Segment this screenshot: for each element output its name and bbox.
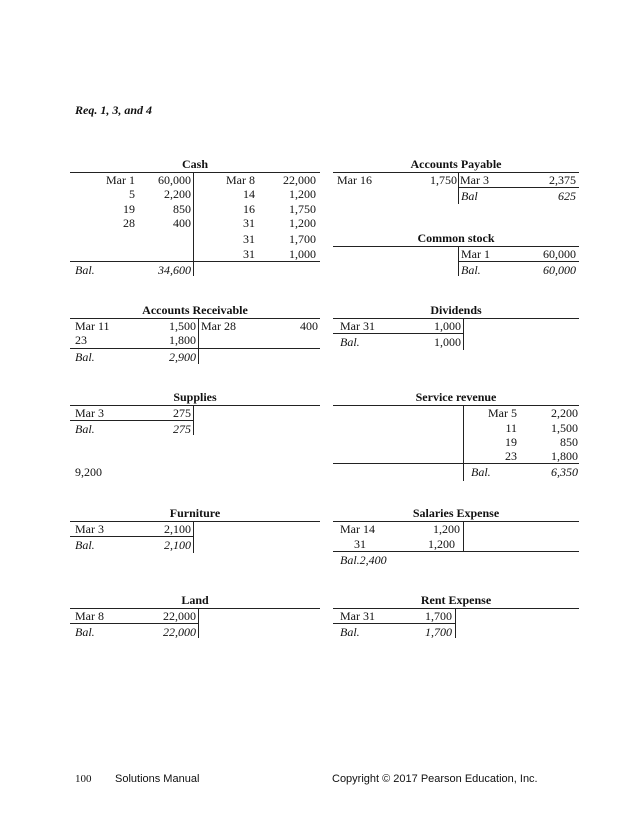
debit-date: 5 xyxy=(129,187,135,201)
account-title: Accounts Payable xyxy=(410,157,502,171)
balance-value: 2,900 xyxy=(169,350,196,364)
debit-date: 28 xyxy=(123,216,135,230)
t-account-balance-line xyxy=(333,551,579,552)
credit-date: 11 xyxy=(505,421,517,435)
account-title: Accounts Receivable xyxy=(142,303,248,317)
debit-date: 23 xyxy=(75,333,87,347)
credit-amount: 2,200 xyxy=(551,406,578,420)
balance-value: 275 xyxy=(173,422,191,436)
account-title: Dividends xyxy=(430,303,482,317)
t-account-balance-line xyxy=(70,261,320,262)
t-account-balance-line xyxy=(70,420,193,421)
debit-amount: 1,700 xyxy=(425,609,452,623)
t-account-top-line xyxy=(70,405,320,406)
t-account-balance-line xyxy=(458,261,579,262)
page-number: 100 xyxy=(75,773,92,785)
credit-amount: 400 xyxy=(300,319,318,333)
credit-date: Mar 1 xyxy=(461,247,490,261)
t-account-divider xyxy=(193,405,194,435)
credit-amount: 1,200 xyxy=(289,216,316,230)
debit-date: Mar 1 xyxy=(106,173,135,187)
t-account-balance-line xyxy=(70,536,193,537)
balance-value: 625 xyxy=(558,189,576,203)
debit-amount: 275 xyxy=(173,406,191,420)
debit-amount: 2,100 xyxy=(164,522,191,536)
balance-label: Bal. xyxy=(75,625,95,639)
debit-date: Mar 31 xyxy=(340,609,375,623)
debit-date: Mar 31 xyxy=(340,319,375,333)
credit-date: Mar 28 xyxy=(201,319,236,333)
debit-amount: 1,750 xyxy=(430,173,457,187)
credit-date: 31 xyxy=(243,216,255,230)
credit-date: Mar 5 xyxy=(488,406,517,420)
credit-date: 16 xyxy=(243,202,255,216)
t-account-divider xyxy=(455,608,456,638)
credit-amount: 850 xyxy=(560,435,578,449)
account-title: Common stock xyxy=(417,231,495,245)
credit-date: 19 xyxy=(505,435,517,449)
balance-label: Bal. xyxy=(461,263,481,277)
footer-manual-title: Solutions Manual xyxy=(115,773,200,785)
t-account-balance-line xyxy=(458,187,579,188)
credit-date: Mar 3 xyxy=(460,173,489,187)
section-heading: Req. 1, 3, and 4 xyxy=(75,103,153,117)
balance-value: 60,000 xyxy=(543,263,576,277)
debit-date: Mar 8 xyxy=(75,609,104,623)
debit-date: Mar 16 xyxy=(337,173,372,187)
debit-amount: 60,000 xyxy=(158,173,191,187)
debit-amount: 850 xyxy=(173,202,191,216)
credit-amount: 2,375 xyxy=(549,173,576,187)
balance-value: 34,600 xyxy=(158,263,191,277)
credit-amount: 1,500 xyxy=(551,421,578,435)
credit-amount: 22,000 xyxy=(283,173,316,187)
debit-amount: 1,200 xyxy=(428,537,455,551)
account-title: Cash xyxy=(181,157,208,171)
t-account-balance-line xyxy=(333,333,463,334)
credit-amount: 1,200 xyxy=(289,187,316,201)
debit-amount: 1,800 xyxy=(169,333,196,347)
credit-date: 23 xyxy=(505,449,517,463)
debit-date: 31 xyxy=(354,537,366,551)
debit-amount: 1,200 xyxy=(433,522,460,536)
debit-amount: 22,000 xyxy=(163,609,196,623)
account-title: Supplies xyxy=(173,390,217,404)
footer-copyright: Copyright © 2017 Pearson Education, Inc. xyxy=(332,773,538,785)
account-title: Land xyxy=(181,593,209,607)
account-title: Rent Expense xyxy=(420,593,492,607)
t-account-divider xyxy=(463,318,464,350)
account-title: Salaries Expense xyxy=(412,506,500,520)
debit-date: Mar 3 xyxy=(75,522,104,536)
debit-date: Mar 11 xyxy=(75,319,110,333)
credit-amount: 1,750 xyxy=(289,202,316,216)
balance-label: Bal xyxy=(461,189,478,203)
balance-value: 6,350 xyxy=(551,465,578,479)
t-account-top-line xyxy=(70,521,320,522)
t-account-divider xyxy=(193,521,194,553)
balance-label: Bal. xyxy=(75,538,95,552)
stray-amount: 9,200 xyxy=(75,465,102,479)
debit-amount: 1,000 xyxy=(434,319,461,333)
balance-label: Bal. xyxy=(75,263,95,277)
balance-label: Bal. xyxy=(340,335,360,349)
account-title: Service revenue xyxy=(415,390,497,404)
balance-value: 1,000 xyxy=(434,335,461,349)
balance-label: Bal. xyxy=(75,422,95,436)
balance-value: 22,000 xyxy=(163,625,196,639)
balance-text: Bal.2,400 xyxy=(340,553,387,567)
debit-date: 19 xyxy=(123,202,135,216)
t-account-divider xyxy=(458,172,459,204)
debit-amount: 1,500 xyxy=(169,319,196,333)
credit-date: 31 xyxy=(243,232,255,246)
debit-date: Mar 14 xyxy=(340,522,375,536)
account-title: Furniture xyxy=(169,506,221,520)
credit-date: Mar 8 xyxy=(226,173,255,187)
t-account-divider xyxy=(198,608,199,638)
credit-date: 14 xyxy=(243,187,255,201)
balance-label: Bal. xyxy=(340,625,360,639)
balance-value: 2,100 xyxy=(164,538,191,552)
balance-label: Bal. xyxy=(471,465,491,479)
credit-date: 31 xyxy=(243,247,255,261)
debit-date: Mar 3 xyxy=(75,406,104,420)
t-account-balance-line xyxy=(70,348,320,349)
debit-amount: 2,200 xyxy=(164,187,191,201)
credit-amount: 1,000 xyxy=(289,247,316,261)
balance-value: 1,700 xyxy=(425,625,452,639)
t-account-balance-line xyxy=(333,623,455,624)
t-account-balance-line xyxy=(70,623,198,624)
t-account-divider xyxy=(463,521,464,551)
balance-label: Bal. xyxy=(75,350,95,364)
debit-amount: 400 xyxy=(173,216,191,230)
credit-amount: 60,000 xyxy=(543,247,576,261)
t-account-divider xyxy=(198,318,199,364)
t-account-balance-line xyxy=(333,463,579,464)
credit-amount: 1,800 xyxy=(551,449,578,463)
credit-amount: 1,700 xyxy=(289,232,316,246)
t-account-divider xyxy=(463,405,464,481)
